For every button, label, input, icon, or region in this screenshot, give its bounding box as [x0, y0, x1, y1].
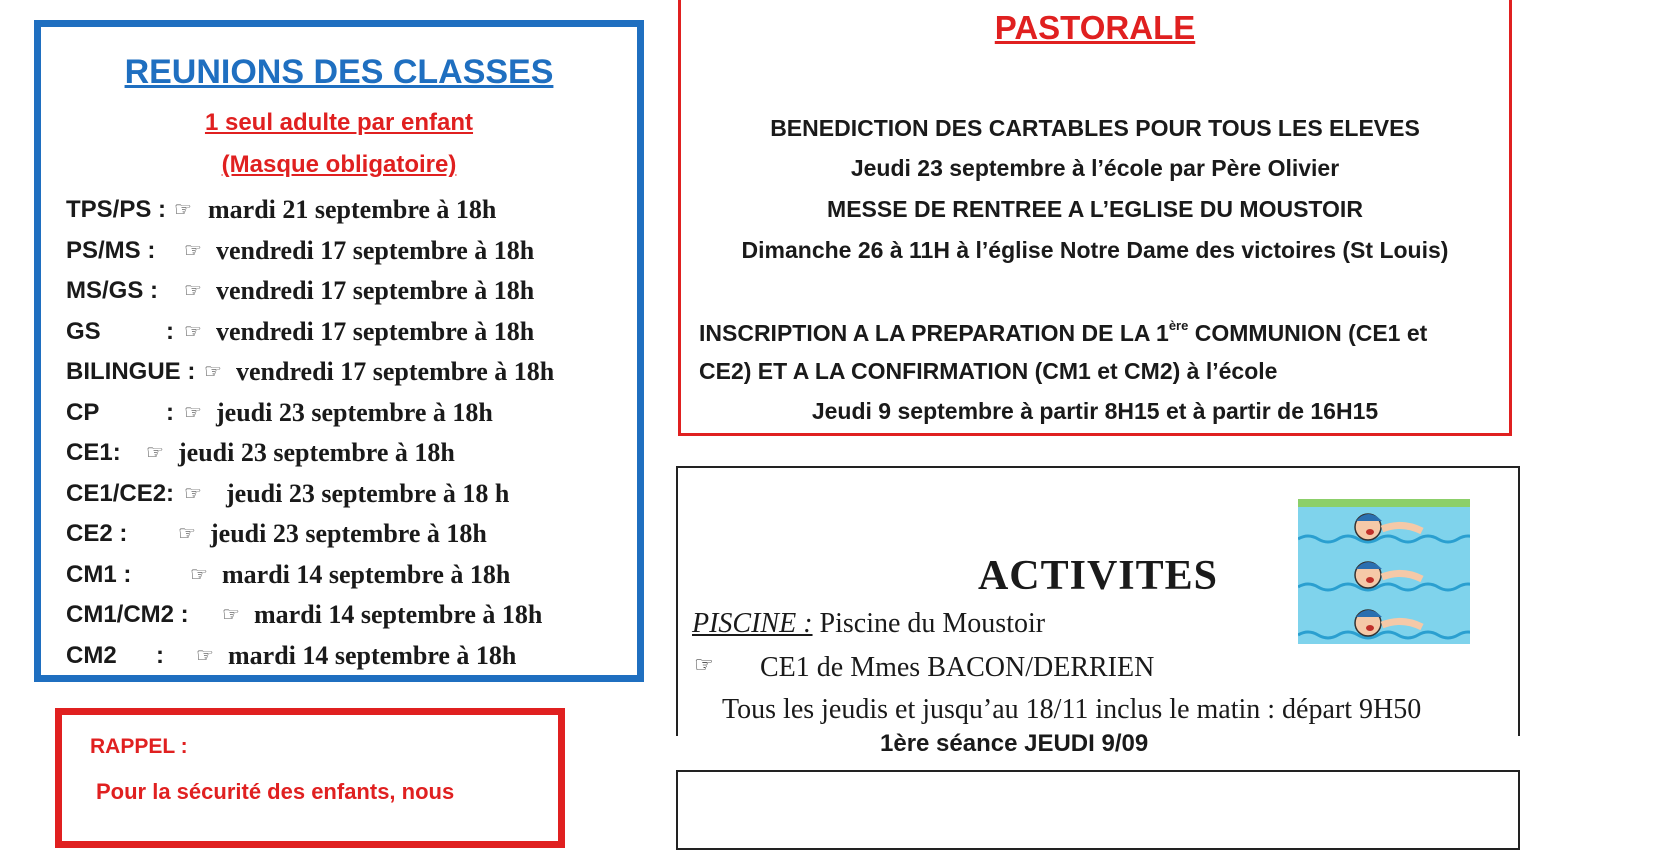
- reunion-date: jeudi 23 septembre à 18h: [210, 519, 487, 548]
- pointer-icon: ☞: [204, 361, 222, 383]
- rappel-body: Pour la sécurité des enfants, nous: [96, 779, 455, 804]
- pastorale-line-benediction: BENEDICTION DES CARTABLES POUR TOUS LES ELEVES: [770, 115, 1420, 141]
- reunion-class: PS/MS :: [66, 236, 156, 264]
- activites-title: ACTIVITES: [977, 553, 1219, 599]
- pointer-icon: ☞: [184, 239, 202, 262]
- reunion-row: [66, 597, 626, 633]
- pointer-icon: ☞: [178, 523, 196, 545]
- pointer-icon: ☞: [222, 604, 240, 626]
- inscription-sup: ère: [1168, 318, 1189, 333]
- reunion-date: mardi 14 septembre à 18h: [228, 640, 517, 670]
- reunion-row: [66, 638, 626, 674]
- reunion-date: vendredi 17 septembre à 18h: [236, 357, 555, 386]
- reunion-class: CP: [66, 398, 100, 426]
- piscine-label: PISCINE :: [692, 608, 813, 639]
- reunion-class: CE2 :: [66, 520, 128, 547]
- reunion-colon: :: [166, 317, 174, 345]
- reunion-date: vendredi 17 septembre à 18h: [216, 276, 535, 305]
- reunion-colon: :: [156, 641, 164, 669]
- reunion-row: [66, 354, 626, 390]
- reunion-class: GS: [66, 317, 101, 345]
- reunion-date: vendredi 17 septembre à 18h: [216, 316, 535, 346]
- reunion-date: mardi 14 septembre à 18h: [222, 559, 511, 589]
- pointer-icon: ☞: [190, 563, 208, 586]
- reunion-class: CM1/CM2 :: [66, 601, 189, 628]
- piscine-place: Piscine du Moustoir: [812, 608, 1046, 639]
- pastorale-line-inscription: [699, 318, 1427, 347]
- pointer-icon: ☞: [184, 401, 202, 424]
- reunion-row: [66, 516, 626, 552]
- pastorale-line-messe: MESSE DE RENTREE A L’EGLISE DU MOUSTOIR: [827, 196, 1363, 222]
- rappel-box: [55, 708, 565, 848]
- pointer-icon: ☞: [174, 199, 192, 221]
- pointer-icon: ☞: [184, 320, 202, 343]
- pastorale-line-benediction-date: Jeudi 23 septembre à l’école par Père Olivier: [850, 155, 1340, 181]
- reunion-date: mardi 21 septembre à 18h: [208, 195, 497, 224]
- pastorale-line-messe-date: Dimanche 26 à 11H à l’église Notre Dame des victoires (St Louis): [741, 237, 1449, 263]
- pointer-icon: ☞: [184, 280, 202, 302]
- reunion-date: vendredi 17 septembre à 18h: [216, 235, 535, 265]
- inscription-text-b: COMMUNION (CE1 et: [1188, 320, 1428, 346]
- pastorale-line-inscription-date: Jeudi 9 septembre à partir 8H15 et à partir de 16H15: [811, 398, 1379, 424]
- reunion-row: [66, 273, 626, 309]
- reunion-class: TPS/PS :: [66, 196, 167, 223]
- piscine-class: CE1 de Mmes BACON/DERRIEN: [760, 652, 1155, 683]
- reunion-colon: :: [166, 398, 174, 426]
- reunion-class: CE1:: [66, 439, 121, 466]
- piscine-first-session: 1ère séance JEUDI 9/09: [880, 730, 1149, 757]
- pointer-icon: ☞: [146, 442, 164, 464]
- reunion-date: jeudi 23 septembre à 18h: [178, 438, 455, 467]
- piscine-schedule: Tous les jeudis et jusqu’au 18/11 inclus le matin : départ 9H50: [722, 694, 1422, 725]
- inscription-text-a: INSCRIPTION A LA PREPARATION DE LA 1: [699, 320, 1169, 346]
- reunion-class: CM2: [66, 641, 117, 669]
- reunions-title: REUNIONS DES CLASSES: [124, 53, 554, 91]
- reunion-class: MS/GS :: [66, 277, 159, 304]
- reunion-date: jeudi 23 septembre à 18 h: [226, 478, 510, 508]
- reunion-date: mardi 14 septembre à 18h: [254, 600, 543, 629]
- reunion-row: [66, 395, 626, 431]
- reunions-subtitle-adult: 1 seul adulte par enfant: [204, 109, 474, 136]
- pointer-icon: ☞: [184, 482, 202, 505]
- activites-box: [676, 466, 1520, 736]
- reunion-row: [66, 192, 626, 228]
- pointer-icon: ☞: [196, 644, 214, 667]
- reunion-row: [66, 557, 626, 593]
- pointer-icon: ☞: [694, 652, 714, 677]
- reunion-row: [66, 233, 626, 269]
- pastorale-box: [678, 0, 1512, 436]
- reunion-date: jeudi 23 septembre à 18h: [216, 397, 493, 427]
- reunions-subtitle-mask: (Masque obligatoire): [221, 151, 457, 178]
- reunions-box: [34, 20, 644, 682]
- bottom-box: [676, 770, 1520, 850]
- pastorale-title: PASTORALE: [994, 9, 1196, 46]
- rappel-title: RAPPEL :: [90, 735, 188, 758]
- reunion-class: BILINGUE :: [66, 358, 196, 385]
- reunion-class: CM1 :: [66, 560, 132, 588]
- reunion-row: [66, 476, 626, 512]
- reunion-row: [66, 435, 626, 471]
- reunion-class: CE1/CE2:: [66, 479, 175, 507]
- pastorale-line-confirmation: CE2) ET A LA CONFIRMATION (CM1 et CM2) à l’école: [699, 358, 1278, 384]
- reunion-row: [66, 314, 626, 350]
- piscine-line: [692, 608, 1045, 640]
